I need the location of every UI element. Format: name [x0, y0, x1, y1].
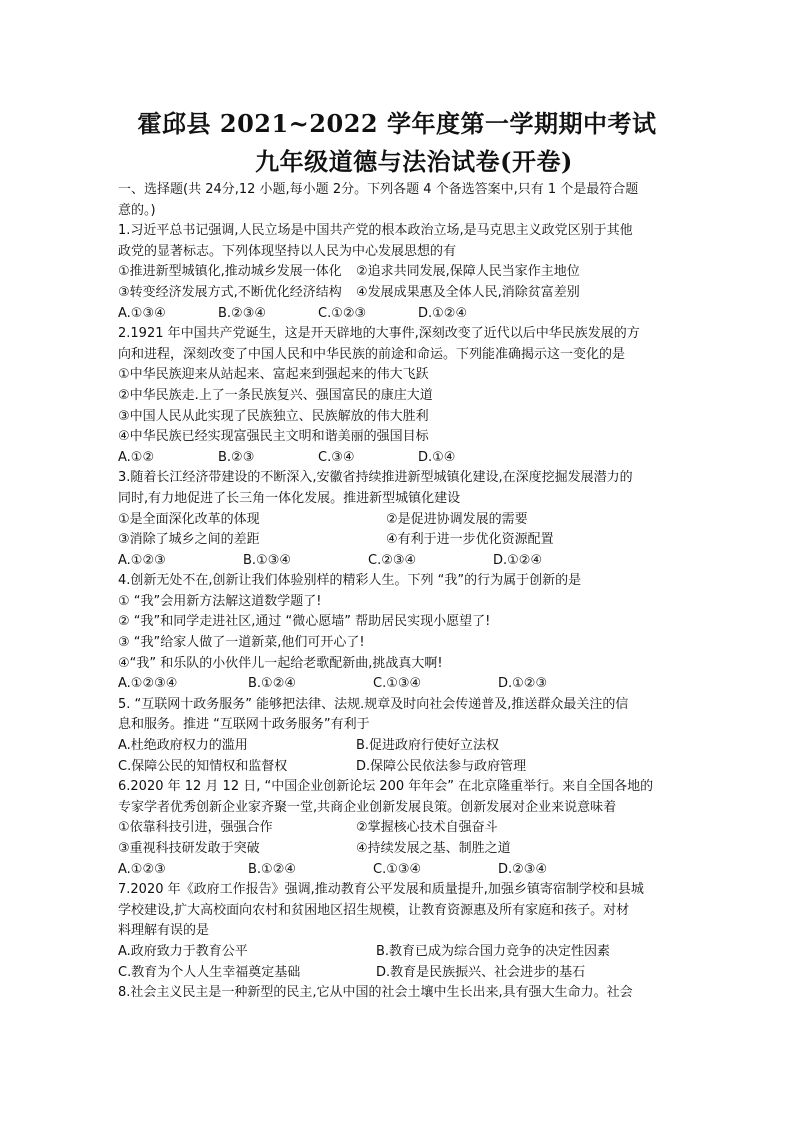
- choice-b: B.促进政府行使好立法权: [356, 738, 500, 754]
- question-3-choices: [118, 551, 680, 572]
- choice-d: D.①④: [418, 449, 456, 465]
- question-2-stem: 2.1921 年中国共产党诞生，这是开天辟地的大事件,深刻改变了近代以后中华民族发展的方: [118, 326, 640, 342]
- choice-b: B.①②④: [248, 676, 297, 692]
- choice-a: A.①③④: [118, 305, 166, 321]
- statement: ①推进新型城镇化,推动城乡发展一体化: [118, 264, 342, 280]
- choice-d: D.②③④: [498, 861, 548, 877]
- choice-a: A.①②③: [118, 552, 166, 568]
- exam-title: 霍邱县 2021~2022 学年度第一学期期中考试: [137, 109, 657, 138]
- choice-b: B.①②④: [248, 861, 297, 877]
- question-6-stem-cont: 专家学者优秀创新企业家齐聚一堂,共商企业创新发展良策。创新发展对企业来说意味着: [118, 799, 617, 815]
- statement: ①依靠科技引进，强强合作: [118, 820, 273, 836]
- choice-b: B.教育已成为综合国力竞争的决定性因素: [376, 943, 611, 959]
- statement: ③消除了城乡之间的差距: [118, 532, 260, 548]
- choice-b: B.②③: [218, 449, 255, 465]
- statement: ②是促进协调发展的需要: [386, 511, 528, 527]
- statement: ④持续发展之基、制胜之道: [356, 841, 511, 856]
- statement: ③ “我”给家人做了一道新菜,他们可开心了!: [118, 635, 365, 651]
- choice-d: D.教育是民族振兴、社会进步的基石: [376, 964, 586, 980]
- choice-b: B.②③④: [218, 305, 267, 321]
- choice-c: C.①③④: [373, 861, 422, 877]
- question-2-stem-cont: 向和进程，深刻改变了中国人民和中华民族的前途和命运。下列能准确揭示这一变化的是: [118, 346, 626, 362]
- section-heading: 一、选择题(共 24分,12 小题,每小题 2分。下列各题 4 个备选答案中,只有 1 个是最符合题: [118, 182, 639, 197]
- question-2-choices: [118, 448, 680, 469]
- statement: ③中国人民从此实现了民族独立、民族解放的伟大胜利: [118, 408, 429, 424]
- choice-a: A.政府致力于教育公平: [118, 943, 248, 959]
- statement: ②掌握核心技术自强奋斗: [356, 820, 498, 836]
- choice-d: D.①②③: [498, 676, 548, 692]
- choice-d: D.①②④: [418, 305, 468, 321]
- question-5-stem: 5. “互联网十政务服务” 能够把法律、法规.规章及时向社会传递普及,推送群众最关注的信: [118, 696, 629, 712]
- statement: ②中华民族走.上了一条民族复兴、强国富民的康庄大道: [118, 387, 433, 403]
- question-5-choices-row: [118, 757, 680, 778]
- statement: ④发展成果惠及全体人民,消除贫富差别: [356, 284, 580, 300]
- statement: ④“我” 和乐队的小伙伴儿一起给老歌配新曲,挑战真大啊!: [118, 655, 443, 671]
- choice-d: D.保障公民依法参与政府管理: [356, 758, 527, 774]
- question-1-choices: [118, 304, 680, 325]
- statement: ③重视科技研发敢于突破: [118, 841, 260, 856]
- question-6-statements-row: [118, 818, 680, 839]
- question-7-stem: 7.2020 年《政府工作报告》强调,推动教育公平发展和质量提升,加强乡镇寄宿制学校和县城: [118, 882, 644, 898]
- statement: ①是全面深化改革的体现: [118, 511, 260, 527]
- question-3-stem-cont: 同时,有力地促进了长三角一体化发展。推进新型城镇化建设: [118, 490, 461, 506]
- question-5-stem-cont: 息和服务。推进 “互联网十政务服务”有利于: [118, 717, 370, 733]
- choice-c: C.②③④: [368, 552, 417, 568]
- section-heading-cont: 意的。): [118, 202, 156, 218]
- question-8-stem: 8.社会主义民主是一种新型的民主,它从中国的社会土壤中生长出来,具有强大生命力。社会: [118, 985, 633, 1001]
- statement: ② “我”和同学走进社区,通过 “微心愿墙” 帮助居民实现小愿望了!: [118, 614, 491, 630]
- choice-a: A.①②: [118, 449, 155, 465]
- question-6-choices: [118, 860, 680, 881]
- choice-c: C.①③④: [373, 676, 422, 692]
- choice-c: C.教育为个人人生幸福奠定基础: [118, 964, 301, 980]
- question-7-stem-cont: 料理解有误的是: [118, 923, 210, 939]
- choice-c: C.①②③: [318, 305, 367, 321]
- choice-a: A.①②③④: [118, 676, 178, 692]
- question-7-choices-row: [118, 963, 680, 984]
- question-1-statements-row: [118, 262, 680, 283]
- statement: ③转变经济发展方式,不断优化经济结构: [118, 284, 342, 300]
- statement: ①中华民族迎来从站起来、富起来到强起来的伟大飞跃: [118, 367, 429, 383]
- choice-a: A.①②③: [118, 861, 166, 877]
- question-4-choices: [118, 674, 680, 695]
- question-3-statements-row: [118, 530, 680, 551]
- exam-body: [118, 180, 680, 1004]
- question-3-statements-row: [118, 510, 680, 531]
- question-7-stem-cont: 学校建设,扩大高校面向农村和贫困地区招生规模，让教育资源惠及所有家庭和孩子。对材: [118, 902, 630, 918]
- statement: ②追求共同发展,保障人民当家作主地位: [356, 264, 580, 280]
- question-3-stem: 3.随着长江经济带建设的不断深入,安徽省持续推进新型城镇化建设,在深度挖掘发展潜力的: [118, 470, 633, 486]
- choice-d: D.①②④: [493, 552, 543, 568]
- choice-b: B.①③④: [243, 552, 292, 568]
- question-4-stem: 4.创新无处不在,创新让我们体验别样的精彩人生。下列 “我”的行为属于创新的是: [118, 573, 582, 589]
- statement: ④有利于进一步优化资源配置: [386, 532, 554, 548]
- question-1-statements-row: [118, 283, 680, 304]
- question-1-stem: 1.习近平总书记强调,人民立场是中国共产党的根本政治立场,是马克思主义政党区别于其他: [118, 223, 633, 239]
- question-6-statements-row: [118, 839, 680, 860]
- choice-c: C.保障公民的知情权和监督权: [118, 758, 288, 774]
- question-5-choices-row: [118, 736, 680, 757]
- question-1-stem-cont: 政党的显著标志。下列体现坚持以人民为中心发展思想的有: [118, 243, 457, 259]
- question-7-choices-row: [118, 942, 680, 963]
- choice-a: A.杜绝政府权力的滥用: [118, 738, 248, 754]
- choice-c: C.③④: [318, 449, 355, 465]
- statement: ④中华民族已经实现富强民主文明和谐美丽的强国目标: [118, 429, 429, 445]
- statement: ① “我”会用新方法解这道数学题了!: [118, 593, 322, 609]
- exam-subtitle: 九年级道德与法治试卷(开卷): [255, 147, 573, 176]
- question-6-stem: 6.2020 年 12 月 12 日, “中国企业创新论坛 200 年年会” 在北京隆重举行。来自全国各地的: [118, 779, 654, 795]
